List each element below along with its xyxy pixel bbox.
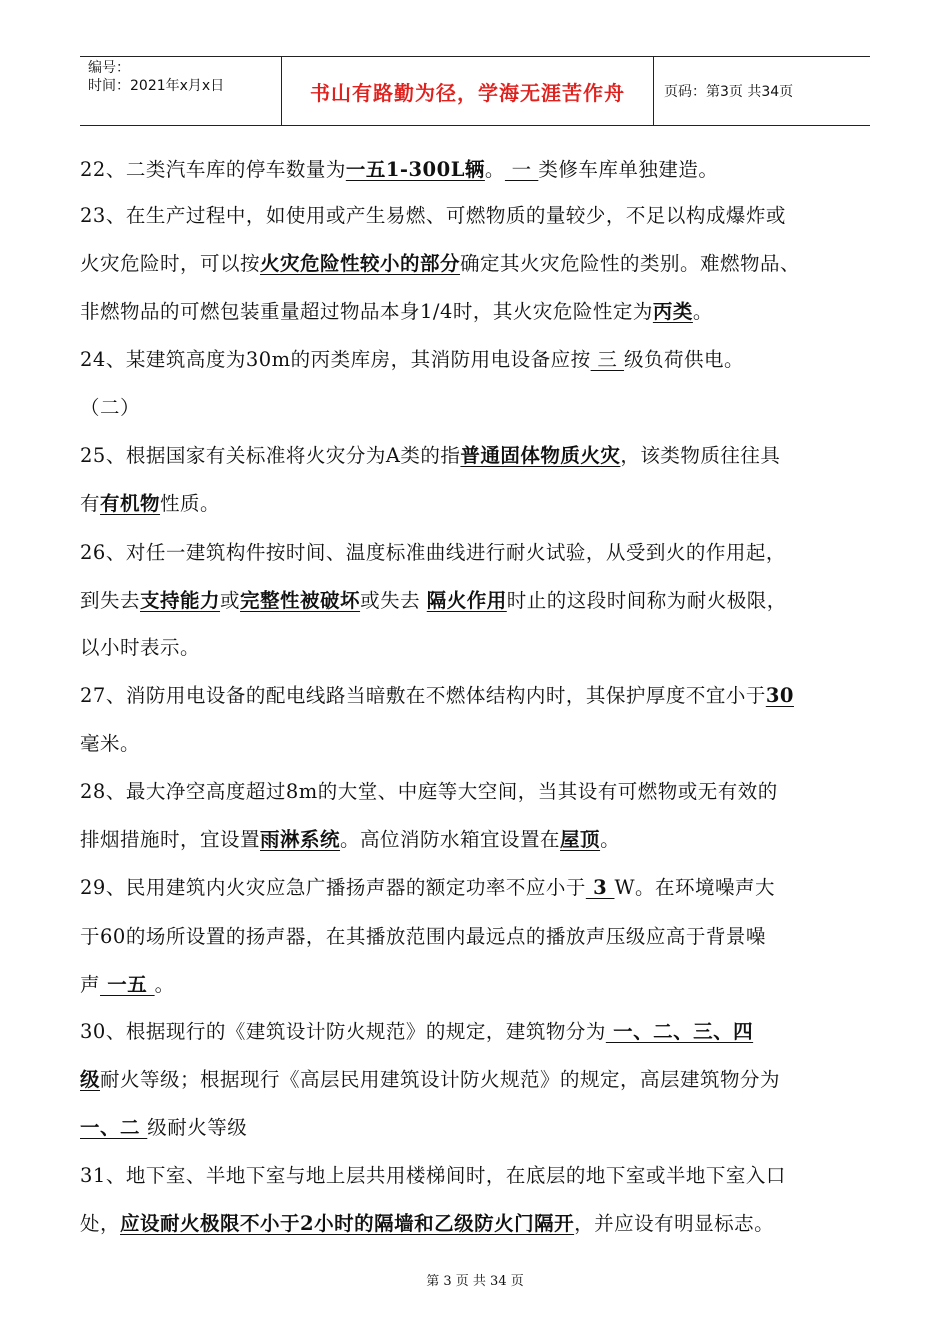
- question-text: 31、地下室、半地下室与地上层共用楼梯间时，在底层的地下室或半地下室入口: [80, 1164, 786, 1187]
- question-text: 性质。: [160, 492, 221, 515]
- answer-text: 一: [504, 158, 539, 181]
- question-text: 29、民用建筑内火灾应急广播扬声器的额定功率不应小于: [80, 876, 586, 899]
- question-text: 于60的场所设置的扬声器，在其播放范围内最远点的播放声压级应高于背景噪: [80, 925, 766, 948]
- question-text: 。高位消防水箱宜设置在: [340, 828, 561, 851]
- text-line: [80, 340, 744, 380]
- answer-text: 丙类: [652, 300, 693, 323]
- question-text: 处，: [80, 1212, 121, 1235]
- answer-text: 火灾危险性较小的部分: [260, 252, 461, 275]
- question-text: ，并应设有明显标志。: [574, 1212, 775, 1235]
- question-text: 。: [692, 300, 713, 323]
- question-text: 有: [80, 492, 101, 515]
- answer-text: 一五: [100, 973, 155, 996]
- text-line: [80, 820, 620, 860]
- page-header: [80, 56, 870, 126]
- header-motto: 书山有路勤为径，学海无涯苦作舟: [282, 57, 654, 125]
- document-number-label: 编号：: [88, 60, 130, 76]
- text-line: [80, 150, 718, 190]
- text-line: [80, 772, 778, 812]
- question-text: 级负荷供电。: [624, 348, 745, 371]
- question-text: 30、根据现行的《建筑设计防火规范》的规定，建筑物分为: [80, 1020, 606, 1043]
- question-text: 耐火等级；根据现行《高层民用建筑设计防火规范》的规定，高层建筑物分为: [100, 1068, 781, 1091]
- answer-text: 隔火作用: [426, 589, 507, 612]
- question-text: 。: [484, 158, 505, 181]
- answer-text: 一、二、三、四: [605, 1020, 754, 1043]
- text-line: [80, 1060, 780, 1100]
- question-text: 22、二类汽车库的停车数量为: [80, 158, 346, 181]
- answer-text: 有机物: [100, 492, 161, 515]
- text-line: [80, 1012, 753, 1052]
- question-text: 以小时表示。: [80, 636, 201, 659]
- question-text: 火灾危险时，可以按: [80, 252, 261, 275]
- question-text: 排烟措施时，宜设置: [80, 828, 261, 851]
- question-text: ，该类物质往往具: [620, 444, 781, 467]
- answer-text: 3: [585, 876, 615, 899]
- answer-text: 雨淋系统: [260, 828, 341, 851]
- text-line: [80, 581, 787, 621]
- question-text: 非燃物品的可燃包装重量超过物品本身1/4时，其火灾危险性定为: [80, 300, 653, 323]
- question-text: 28、最大净空高度超过8m的大堂、中庭等大空间，当其设有可燃物或无有效的: [80, 780, 778, 803]
- text-line: [80, 436, 780, 476]
- text-line: [80, 917, 766, 957]
- text-line: [80, 676, 794, 716]
- question-text: W。在环境噪声大: [614, 876, 776, 899]
- text-line: [80, 244, 800, 284]
- answer-text: 支持能力: [140, 589, 221, 612]
- question-text: 。: [154, 973, 175, 996]
- text-line: [80, 292, 713, 332]
- text-line: [80, 196, 786, 236]
- question-text: 级耐火等级: [147, 1116, 248, 1139]
- answer-text: 一、二: [80, 1116, 148, 1139]
- question-text: 24、某建筑高度为30m的丙类库房，其消防用电设备应按: [80, 348, 591, 371]
- answer-text: 屋顶: [560, 828, 601, 851]
- question-text: 毫米。: [80, 732, 141, 755]
- answer-text: 一五1-300L辆: [345, 158, 485, 181]
- text-line: [80, 724, 140, 764]
- text-line: [80, 965, 175, 1005]
- question-text: 或失去: [360, 589, 427, 612]
- answer-text: 三: [590, 348, 625, 371]
- question-text: 类修车库单独建造。: [538, 158, 719, 181]
- text-line: [80, 533, 786, 573]
- question-text: （二）: [80, 396, 141, 419]
- answer-text: 普通固体物质火灾: [460, 444, 621, 467]
- question-text: 25、根据国家有关标准将火灾分为A类的指: [80, 444, 461, 467]
- question-text: 23、在生产过程中，如使用或产生易燃、可燃物质的量较少，不足以构成爆炸或: [80, 204, 786, 227]
- question-text: 26、对任一建筑构件按时间、温度标准曲线进行耐火试验，从受到火的作用起，: [80, 541, 786, 564]
- question-text: 27、消防用电设备的配电线路当暗敷在不燃体结构内时，其保护厚度不宜小于: [80, 684, 766, 707]
- header-page-code: 页码：第3页 共34页: [664, 84, 794, 100]
- text-line: [80, 868, 775, 908]
- answer-text: 完整性被破坏: [240, 589, 361, 612]
- text-line: [80, 1204, 774, 1244]
- document-time-label: 时间：2021年x月x日: [88, 78, 225, 94]
- question-text: 。: [600, 828, 621, 851]
- answer-text: 30: [765, 684, 794, 707]
- page-footer: 第 3 页 共 34 页: [426, 1274, 524, 1289]
- question-text: 时止的这段时间称为耐火极限，: [506, 589, 787, 612]
- answer-text: 级: [80, 1068, 101, 1091]
- text-line: [80, 388, 140, 428]
- text-line: [80, 1156, 786, 1196]
- question-text: 到失去: [80, 589, 141, 612]
- answer-text: 应设耐火极限不小于2小时的隔墙和乙级防火门隔开: [120, 1212, 575, 1235]
- question-text: 声: [80, 973, 101, 996]
- text-line: [80, 628, 200, 668]
- header-info: [80, 57, 282, 125]
- text-line: [80, 1108, 247, 1148]
- question-text: 确定其火灾危险性的类别。难燃物品、: [460, 252, 801, 275]
- text-line: [80, 484, 220, 524]
- question-text: 或: [220, 589, 241, 612]
